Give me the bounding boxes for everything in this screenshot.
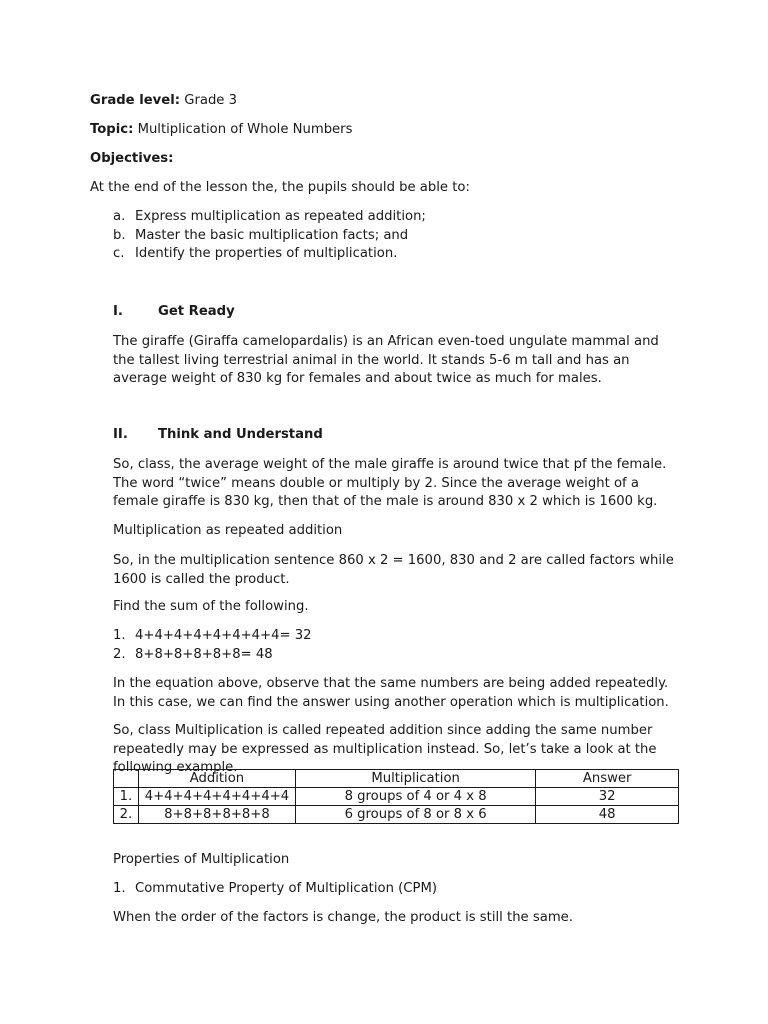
table-row [114,806,679,824]
example-table [113,769,679,824]
objective-marker: c. [113,246,125,261]
objective-text: Master the basic multiplication facts; and [135,228,409,243]
sum-item [113,647,273,662]
table-header-cell: Addition [138,770,295,788]
section-2-numeral: II. [113,427,128,442]
property-marker: 1. [113,881,126,896]
table-cell: 2. [114,806,139,824]
table-header-cell: Answer [536,770,679,788]
objectives-intro: At the end of the lesson the, the pupils should be able to: [90,180,470,195]
section-2-paragraph-6: So, class Multiplication is called repeated addition since adding the same number repeatedly may be expressed as multiplication instead. So, let’s take a look at the following example. [113,723,657,775]
sum-text: 4+4+4+4+4+4+4+4= 32 [135,628,312,643]
properties-heading: Properties of Multiplication [113,852,290,867]
table-header-row [114,770,679,788]
topic-line [90,122,352,137]
section-2-heading [113,427,323,442]
table-cell: 8 groups of 4 or 4 x 8 [295,788,535,806]
objective-item [113,246,397,261]
table-cell: 8+8+8+8+8+8 [138,806,295,824]
grade-level-line [90,93,237,108]
objective-marker: b. [113,228,126,243]
sum-marker: 2. [113,647,126,662]
property-item [113,881,437,896]
table-cell: 6 groups of 8 or 8 x 6 [295,806,535,824]
sum-text: 8+8+8+8+8+8= 48 [135,647,273,662]
table-cell: 4+4+4+4+4+4+4+4 [138,788,295,806]
subheading-repeated-addition: Multiplication as repeated addition [113,523,343,538]
property-text: Commutative Property of Multiplication (CPM) [135,881,437,896]
property-description: When the order of the factors is change, the product is still the same. [113,910,573,925]
section-1-paragraph: The giraffe (Giraffa camelopardalis) is an African even-toed ungulate mammal and the tallest living terrestrial animal in the world. It stands 5-6 m tall and has an average weight of 830 kg for females and about twice as much for males. [113,334,659,386]
section-2-paragraph-3: So, in the multiplication sentence 860 x 2 = 1600, 830 and 2 are called factors while 1600 is called the product. [113,553,674,587]
find-sum-prompt: Find the sum of the following. [113,599,309,614]
table-header-cell [114,770,139,788]
section-1-title: Get Ready [158,304,235,319]
table-cell: 48 [536,806,679,824]
table-cell: 1. [114,788,139,806]
topic-label: Topic: [90,122,134,137]
objective-item [113,209,426,224]
table-header-cell: Multiplication [295,770,535,788]
section-2-paragraph-1: So, class, the average weight of the male giraffe is around twice that pf the female. The word “twice” means double or multiply by 2. Since the average weight of a female giraffe is 830 kg, then that of the male is around 830 x 2 which is 1600 kg. [113,457,667,509]
objective-text: Express multiplication as repeated addition; [135,209,426,224]
section-1-numeral: I. [113,304,123,319]
section-2-paragraph-5: In the equation above, observe that the same numbers are being added repeatedly. In this case, we can find the answer using another operation which is multiplication. [113,676,669,710]
objectives-heading: Objectives: [90,151,174,166]
table-row [114,788,679,806]
sum-item [113,628,312,643]
section-1-heading [113,304,235,319]
objective-item [113,228,408,243]
grade-level-label: Grade level: [90,93,181,108]
table-cell: 32 [536,788,679,806]
sum-marker: 1. [113,628,126,643]
objective-marker: a. [113,209,126,224]
grade-level-value: Grade 3 [184,93,238,108]
objective-text: Identify the properties of multiplication. [135,246,398,261]
section-2-title: Think and Understand [158,427,323,442]
topic-value: Multiplication of Whole Numbers [137,122,353,137]
